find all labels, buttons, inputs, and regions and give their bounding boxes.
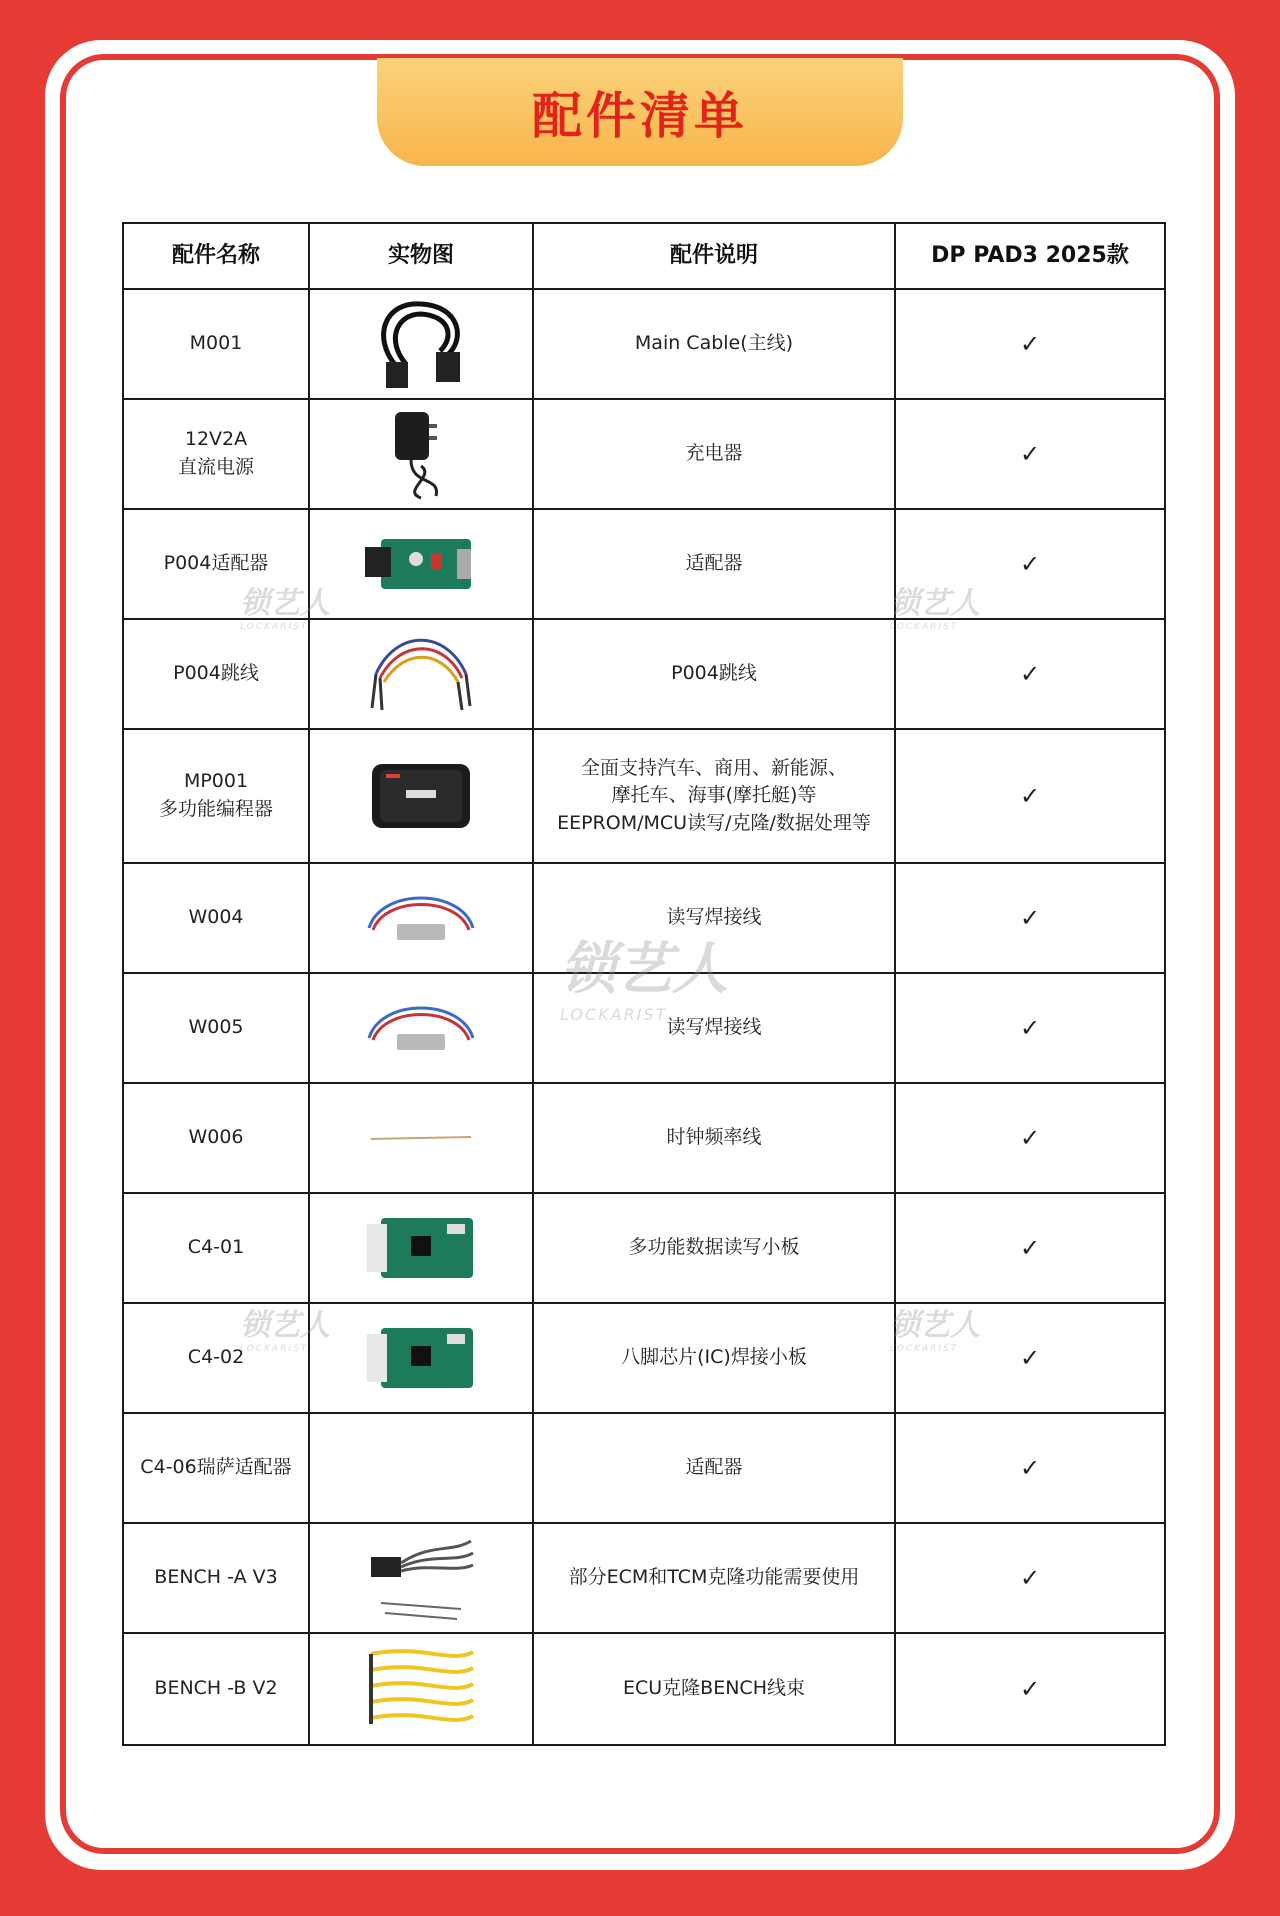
description-line-1: 全面支持汽车、商用、新能源、 [580, 756, 847, 779]
table-row [123, 399, 1165, 509]
check-icon: ✓ [1019, 1343, 1041, 1372]
table-row [123, 1413, 1165, 1523]
check-icon: ✓ [1019, 549, 1041, 578]
description-line-1: Main Cable(主线) [634, 332, 794, 355]
part-description [533, 289, 895, 399]
description-line-1: 八脚芯片(IC)焊接小板 [621, 1346, 807, 1369]
part-image [309, 1083, 533, 1193]
included-check [895, 289, 1165, 399]
watermark-4: 锁艺人 LOCKARIST [890, 1308, 980, 1354]
page-title: 配件清单 [377, 58, 903, 166]
part-description [533, 1523, 895, 1633]
header-image: 实物图 [309, 223, 533, 289]
part-image [309, 1193, 533, 1303]
part-description [533, 1083, 895, 1193]
included-check [895, 1303, 1165, 1413]
header-name: 配件名称 [123, 223, 309, 289]
check-icon: ✓ [1019, 1123, 1041, 1152]
header-model: DP PAD3 2025款 [895, 223, 1165, 289]
part-description [533, 1303, 895, 1413]
part-image [309, 973, 533, 1083]
check-icon: ✓ [1019, 781, 1041, 810]
table-header-row [123, 223, 1165, 289]
part-name [123, 1303, 309, 1413]
table-row [123, 973, 1165, 1083]
part-name-line-1: 12V2A [184, 428, 248, 451]
part-name-line-1: BENCH -B V2 [154, 1677, 278, 1700]
header-description: 配件说明 [533, 223, 895, 289]
description-line-1: 部分ECM和TCM克隆功能需要使用 [568, 1566, 860, 1589]
table-row [123, 1303, 1165, 1413]
part-name-line-2: 直流电源 [177, 456, 254, 478]
included-check [895, 1633, 1165, 1745]
part-description [533, 509, 895, 619]
part-name-line-1: P004适配器 [163, 552, 269, 575]
part-name-line-1: C4-01 [187, 1236, 245, 1259]
solder-cable-icon [316, 974, 526, 1082]
green-board-icon [316, 1194, 526, 1302]
part-name [123, 1083, 309, 1193]
part-name [123, 973, 309, 1083]
table-row [123, 1523, 1165, 1633]
included-check [895, 1413, 1165, 1523]
check-icon: ✓ [1019, 1674, 1041, 1703]
included-check [895, 973, 1165, 1083]
check-icon: ✓ [1019, 329, 1041, 358]
check-icon: ✓ [1019, 1453, 1041, 1482]
cable-icon [316, 290, 526, 398]
description-line-1: 多功能数据读写小板 [628, 1236, 800, 1259]
table-row [123, 1193, 1165, 1303]
part-image [309, 289, 533, 399]
description-line-1: 适配器 [685, 552, 743, 575]
part-description [533, 973, 895, 1083]
part-name-line-2: 多功能编程器 [158, 798, 273, 820]
part-name [123, 863, 309, 973]
bench-harness-yellow-icon [316, 1634, 526, 1744]
included-check [895, 619, 1165, 729]
description-line-1: 适配器 [685, 1456, 743, 1479]
part-name-line-1: P004跳线 [173, 662, 259, 685]
check-icon: ✓ [1019, 903, 1041, 932]
part-name [123, 1523, 309, 1633]
part-image [309, 1303, 533, 1413]
part-name-line-1: C4-06瑞萨适配器 [140, 1456, 292, 1479]
description-line-3: EEPROM/MCU读写/克隆/数据处理等 [557, 811, 871, 834]
check-icon: ✓ [1019, 439, 1041, 468]
check-icon: ✓ [1019, 1563, 1041, 1592]
description-line-1: 充电器 [685, 442, 743, 465]
part-description [533, 399, 895, 509]
part-image [309, 1633, 533, 1745]
accessory-table [122, 222, 1166, 1746]
part-name [123, 1413, 309, 1523]
included-check [895, 509, 1165, 619]
power-adapter-icon [316, 400, 526, 508]
part-name [123, 619, 309, 729]
check-icon: ✓ [1019, 659, 1041, 688]
part-description [533, 1193, 895, 1303]
included-check [895, 399, 1165, 509]
part-name [123, 509, 309, 619]
part-image [309, 509, 533, 619]
green-board-icon [316, 1304, 526, 1412]
part-name-line-1: MP001 [183, 770, 249, 793]
part-image [309, 399, 533, 509]
watermark-3: 锁艺人 LOCKARIST [240, 1308, 330, 1354]
part-description [533, 863, 895, 973]
description-line-1: P004跳线 [671, 662, 757, 685]
part-name-line-1: M001 [189, 332, 243, 355]
description-line-1: 读写焊接线 [666, 906, 762, 929]
thin-wire-icon [316, 1084, 526, 1192]
part-name-line-1: C4-02 [187, 1346, 245, 1369]
solder-cable-icon [316, 864, 526, 972]
part-name-line-1: W005 [188, 1016, 244, 1039]
part-name [123, 729, 309, 863]
watermark-center: 锁艺人 LOCKARIST [560, 937, 728, 1024]
check-icon: ✓ [1019, 1233, 1041, 1262]
bench-harness-icon [316, 1524, 526, 1632]
part-description [533, 729, 895, 863]
part-name-line-1: W006 [188, 1126, 244, 1149]
watermark-2: 锁艺人 LOCKARIST [890, 586, 980, 632]
description-line-1: 读写焊接线 [666, 1016, 762, 1039]
table-row [123, 619, 1165, 729]
part-image [309, 863, 533, 973]
description-line-2: 摩托车、海事(摩托艇)等 [611, 784, 817, 807]
included-check [895, 1083, 1165, 1193]
part-description [533, 1633, 895, 1745]
table-row [123, 863, 1165, 973]
part-description [533, 619, 895, 729]
included-check [895, 729, 1165, 863]
part-image [309, 729, 533, 863]
table-row [123, 509, 1165, 619]
description-line-1: 时钟频率线 [666, 1126, 762, 1149]
table-row [123, 729, 1165, 863]
table-row [123, 289, 1165, 399]
programmer-device-icon [316, 730, 526, 862]
included-check [895, 863, 1165, 973]
part-name [123, 399, 309, 509]
included-check [895, 1523, 1165, 1633]
part-name-line-1: W004 [188, 906, 244, 929]
part-description [533, 1413, 895, 1523]
part-name-line-1: BENCH -A V3 [154, 1566, 278, 1589]
part-name [123, 289, 309, 399]
part-name [123, 1633, 309, 1745]
adapter-board-icon [316, 510, 526, 618]
part-image [309, 619, 533, 729]
table-row [123, 1083, 1165, 1193]
part-image [309, 1523, 533, 1633]
part-image [309, 1413, 533, 1523]
part-name [123, 1193, 309, 1303]
watermark-1: 锁艺人 LOCKARIST [240, 586, 330, 632]
jumper-wires-icon [316, 620, 526, 728]
table-row [123, 1633, 1165, 1745]
description-line-1: ECU克隆BENCH线束 [623, 1677, 805, 1700]
included-check [895, 1193, 1165, 1303]
check-icon: ✓ [1019, 1013, 1041, 1042]
